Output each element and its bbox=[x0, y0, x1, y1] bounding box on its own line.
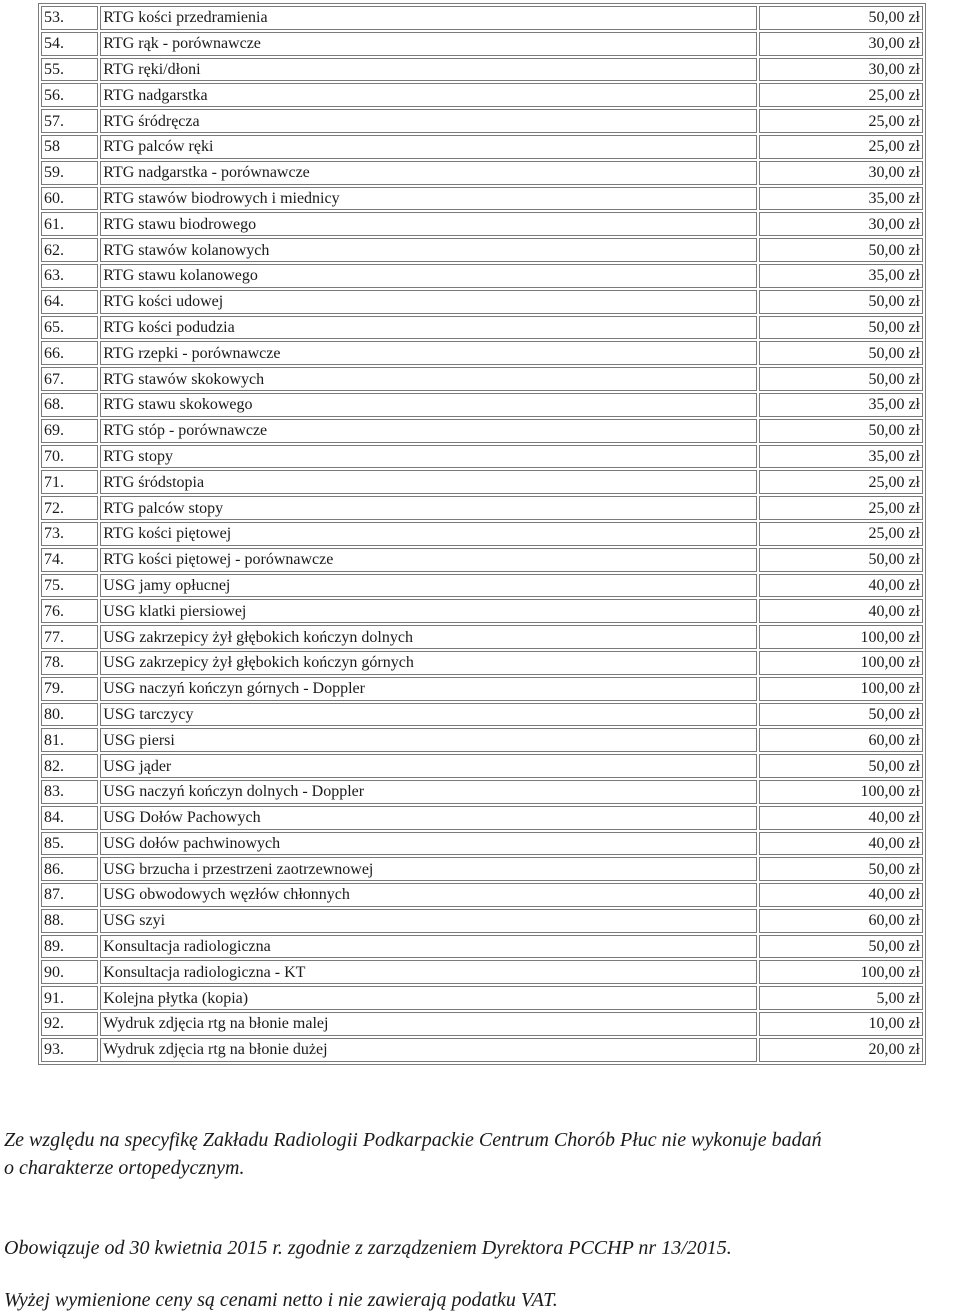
table-row bbox=[41, 832, 923, 856]
row-number: 77. bbox=[41, 625, 98, 649]
table-row bbox=[41, 496, 923, 520]
row-number: 81. bbox=[41, 728, 98, 752]
table-row bbox=[41, 754, 923, 778]
procedure-name: USG brzucha i przestrzeni zaotrzewnowej bbox=[100, 857, 757, 881]
procedure-name: RTG śródstopia bbox=[100, 470, 757, 494]
table-row bbox=[41, 857, 923, 881]
table-row bbox=[41, 599, 923, 623]
procedure-price: 50,00 zł bbox=[759, 703, 923, 727]
procedure-name: USG naczyń kończyn dolnych - Doppler bbox=[100, 780, 757, 804]
procedure-price: 10,00 zł bbox=[759, 1012, 923, 1036]
procedure-name: USG piersi bbox=[100, 728, 757, 752]
row-number: 59. bbox=[41, 161, 98, 185]
table-row bbox=[41, 909, 923, 933]
procedure-name: Wydruk zdjęcia rtg na błonie dużej bbox=[100, 1038, 757, 1062]
row-number: 61. bbox=[41, 212, 98, 236]
procedure-name: USG Dołów Pachowych bbox=[100, 806, 757, 830]
row-number: 78. bbox=[41, 651, 98, 675]
row-number: 67. bbox=[41, 367, 98, 391]
row-number: 89. bbox=[41, 935, 98, 959]
procedure-price: 60,00 zł bbox=[759, 909, 923, 933]
procedure-price: 35,00 zł bbox=[759, 445, 923, 469]
procedure-name: RTG stawu biodrowego bbox=[100, 212, 757, 236]
table-row bbox=[41, 135, 923, 159]
price-list-table bbox=[38, 3, 926, 1065]
procedure-price: 50,00 zł bbox=[759, 316, 923, 340]
procedure-price: 25,00 zł bbox=[759, 135, 923, 159]
row-number: 90. bbox=[41, 960, 98, 984]
procedure-price: 30,00 zł bbox=[759, 58, 923, 82]
procedure-name: RTG nadgarstka bbox=[100, 83, 757, 107]
procedure-name: RTG śródręcza bbox=[100, 109, 757, 133]
procedure-name: RTG palców stopy bbox=[100, 496, 757, 520]
procedure-price: 50,00 zł bbox=[759, 6, 923, 30]
row-number: 75. bbox=[41, 574, 98, 598]
procedure-name: RTG kości przedramienia bbox=[100, 6, 757, 30]
row-number: 64. bbox=[41, 290, 98, 314]
row-number: 92. bbox=[41, 1012, 98, 1036]
procedure-name: USG dołów pachwinowych bbox=[100, 832, 757, 856]
row-number: 53. bbox=[41, 6, 98, 30]
procedure-price: 100,00 zł bbox=[759, 780, 923, 804]
table-row bbox=[41, 703, 923, 727]
row-number: 62. bbox=[41, 238, 98, 262]
procedure-price: 50,00 zł bbox=[759, 548, 923, 572]
table-row bbox=[41, 548, 923, 572]
procedure-price: 50,00 zł bbox=[759, 367, 923, 391]
table-row bbox=[41, 367, 923, 391]
table-row bbox=[41, 960, 923, 984]
procedure-price: 50,00 zł bbox=[759, 290, 923, 314]
row-number: 66. bbox=[41, 341, 98, 365]
procedure-name: RTG stawów kolanowych bbox=[100, 238, 757, 262]
row-number: 70. bbox=[41, 445, 98, 469]
table-row bbox=[41, 522, 923, 546]
row-number: 86. bbox=[41, 857, 98, 881]
procedure-name: Konsultacja radiologiczna - KT bbox=[100, 960, 757, 984]
procedure-name: RTG stopy bbox=[100, 445, 757, 469]
table-row bbox=[41, 1038, 923, 1062]
table-row bbox=[41, 341, 923, 365]
procedure-price: 50,00 zł bbox=[759, 935, 923, 959]
table-row bbox=[41, 806, 923, 830]
procedure-name: USG naczyń kończyn górnych - Doppler bbox=[100, 677, 757, 701]
table-row bbox=[41, 238, 923, 262]
procedure-price: 100,00 zł bbox=[759, 677, 923, 701]
row-number: 60. bbox=[41, 187, 98, 211]
table-row bbox=[41, 935, 923, 959]
procedure-name: RTG kości udowej bbox=[100, 290, 757, 314]
ortho-notice-line-1: Ze względu na specyfikę Zakładu Radiologii Podkarpackie Centrum Chorób Płuc nie wykonuje badań bbox=[4, 1129, 822, 1151]
procedure-name: RTG nadgarstka - porównawcze bbox=[100, 161, 757, 185]
procedure-price: 100,00 zł bbox=[759, 651, 923, 675]
procedure-price: 35,00 zł bbox=[759, 393, 923, 417]
table-row bbox=[41, 161, 923, 185]
procedure-price: 30,00 zł bbox=[759, 161, 923, 185]
procedure-price: 40,00 zł bbox=[759, 883, 923, 907]
table-row bbox=[41, 780, 923, 804]
procedure-price: 25,00 zł bbox=[759, 522, 923, 546]
procedure-price: 100,00 zł bbox=[759, 960, 923, 984]
row-number: 76. bbox=[41, 599, 98, 623]
procedure-name: RTG kości piętowej - porównawcze bbox=[100, 548, 757, 572]
procedure-name: Kolejna płytka (kopia) bbox=[100, 986, 757, 1010]
procedure-name: USG jąder bbox=[100, 754, 757, 778]
procedure-price: 60,00 zł bbox=[759, 728, 923, 752]
row-number: 63. bbox=[41, 264, 98, 288]
procedure-price: 40,00 zł bbox=[759, 599, 923, 623]
table-row bbox=[41, 445, 923, 469]
table-row bbox=[41, 470, 923, 494]
table-row bbox=[41, 883, 923, 907]
procedure-name: USG klatki piersiowej bbox=[100, 599, 757, 623]
row-number: 88. bbox=[41, 909, 98, 933]
procedure-name: RTG stawów skokowych bbox=[100, 367, 757, 391]
procedure-price: 30,00 zł bbox=[759, 32, 923, 56]
procedure-price: 25,00 zł bbox=[759, 496, 923, 520]
procedure-name: Wydruk zdjęcia rtg na błonie malej bbox=[100, 1012, 757, 1036]
row-number: 84. bbox=[41, 806, 98, 830]
procedure-name: RTG rzepki - porównawcze bbox=[100, 341, 757, 365]
procedure-price: 20,00 zł bbox=[759, 1038, 923, 1062]
procedure-price: 40,00 zł bbox=[759, 806, 923, 830]
row-number: 80. bbox=[41, 703, 98, 727]
procedure-price: 50,00 zł bbox=[759, 341, 923, 365]
row-number: 65. bbox=[41, 316, 98, 340]
row-number: 72. bbox=[41, 496, 98, 520]
procedure-name: RTG kości piętowej bbox=[100, 522, 757, 546]
ortho-notice-line-2: o charakterze ortopedycznym. bbox=[4, 1157, 245, 1179]
validity-notice: Obowiązuje od 30 kwietnia 2015 r. zgodnie z zarządzeniem Dyrektora PCCHP nr 13/2015. bbox=[4, 1237, 732, 1259]
procedure-name: RTG stawu kolanowego bbox=[100, 264, 757, 288]
row-number: 55. bbox=[41, 58, 98, 82]
procedure-price: 5,00 zł bbox=[759, 986, 923, 1010]
procedure-name: USG obwodowych węzłów chłonnych bbox=[100, 883, 757, 907]
table-row bbox=[41, 6, 923, 30]
procedure-name: RTG rąk - porównawcze bbox=[100, 32, 757, 56]
row-number: 93. bbox=[41, 1038, 98, 1062]
table-row bbox=[41, 316, 923, 340]
table-row bbox=[41, 290, 923, 314]
procedure-name: RTG stawów biodrowych i miednicy bbox=[100, 187, 757, 211]
procedure-name: RTG kości podudzia bbox=[100, 316, 757, 340]
procedure-name: USG zakrzepicy żył głębokich kończyn dolnych bbox=[100, 625, 757, 649]
row-number: 82. bbox=[41, 754, 98, 778]
procedure-price: 100,00 zł bbox=[759, 625, 923, 649]
table-row bbox=[41, 651, 923, 675]
table-row bbox=[41, 1012, 923, 1036]
row-number: 87. bbox=[41, 883, 98, 907]
procedure-name: USG tarczycy bbox=[100, 703, 757, 727]
procedure-name: RTG stawu skokowego bbox=[100, 393, 757, 417]
row-number: 91. bbox=[41, 986, 98, 1010]
table-row bbox=[41, 264, 923, 288]
procedure-name: RTG palców ręki bbox=[100, 135, 757, 159]
procedure-price: 25,00 zł bbox=[759, 470, 923, 494]
row-number: 74. bbox=[41, 548, 98, 572]
row-number: 79. bbox=[41, 677, 98, 701]
table-row bbox=[41, 419, 923, 443]
row-number: 54. bbox=[41, 32, 98, 56]
row-number: 68. bbox=[41, 393, 98, 417]
row-number: 57. bbox=[41, 109, 98, 133]
table-row bbox=[41, 32, 923, 56]
row-number: 69. bbox=[41, 419, 98, 443]
procedure-price: 40,00 zł bbox=[759, 574, 923, 598]
ortho-notice bbox=[4, 1126, 822, 1182]
row-number: 58 bbox=[41, 135, 98, 159]
procedure-price: 50,00 zł bbox=[759, 857, 923, 881]
procedure-price: 50,00 zł bbox=[759, 754, 923, 778]
procedure-name: USG jamy opłucnej bbox=[100, 574, 757, 598]
table-row bbox=[41, 393, 923, 417]
procedure-price: 50,00 zł bbox=[759, 419, 923, 443]
table-row bbox=[41, 625, 923, 649]
procedure-price: 40,00 zł bbox=[759, 832, 923, 856]
procedure-price: 25,00 zł bbox=[759, 83, 923, 107]
procedure-price: 35,00 zł bbox=[759, 187, 923, 211]
table-row bbox=[41, 986, 923, 1010]
table-row bbox=[41, 187, 923, 211]
procedure-price: 30,00 zł bbox=[759, 212, 923, 236]
row-number: 73. bbox=[41, 522, 98, 546]
table-row bbox=[41, 574, 923, 598]
vat-notice: Wyżej wymienione ceny są cenami netto i nie zawierają podatku VAT. bbox=[4, 1289, 558, 1311]
procedure-name: USG zakrzepicy żył głębokich kończyn górnych bbox=[100, 651, 757, 675]
procedure-price: 25,00 zł bbox=[759, 109, 923, 133]
procedure-name: RTG stóp - porównawcze bbox=[100, 419, 757, 443]
row-number: 83. bbox=[41, 780, 98, 804]
procedure-price: 35,00 zł bbox=[759, 264, 923, 288]
procedure-price: 50,00 zł bbox=[759, 238, 923, 262]
table-row bbox=[41, 728, 923, 752]
table-row bbox=[41, 109, 923, 133]
procedure-name: Konsultacja radiologiczna bbox=[100, 935, 757, 959]
price-list-body bbox=[41, 6, 923, 1062]
procedure-name: USG szyi bbox=[100, 909, 757, 933]
table-row bbox=[41, 677, 923, 701]
table-row bbox=[41, 212, 923, 236]
row-number: 71. bbox=[41, 470, 98, 494]
procedure-name: RTG ręki/dłoni bbox=[100, 58, 757, 82]
row-number: 85. bbox=[41, 832, 98, 856]
table-row bbox=[41, 58, 923, 82]
row-number: 56. bbox=[41, 83, 98, 107]
table-row bbox=[41, 83, 923, 107]
